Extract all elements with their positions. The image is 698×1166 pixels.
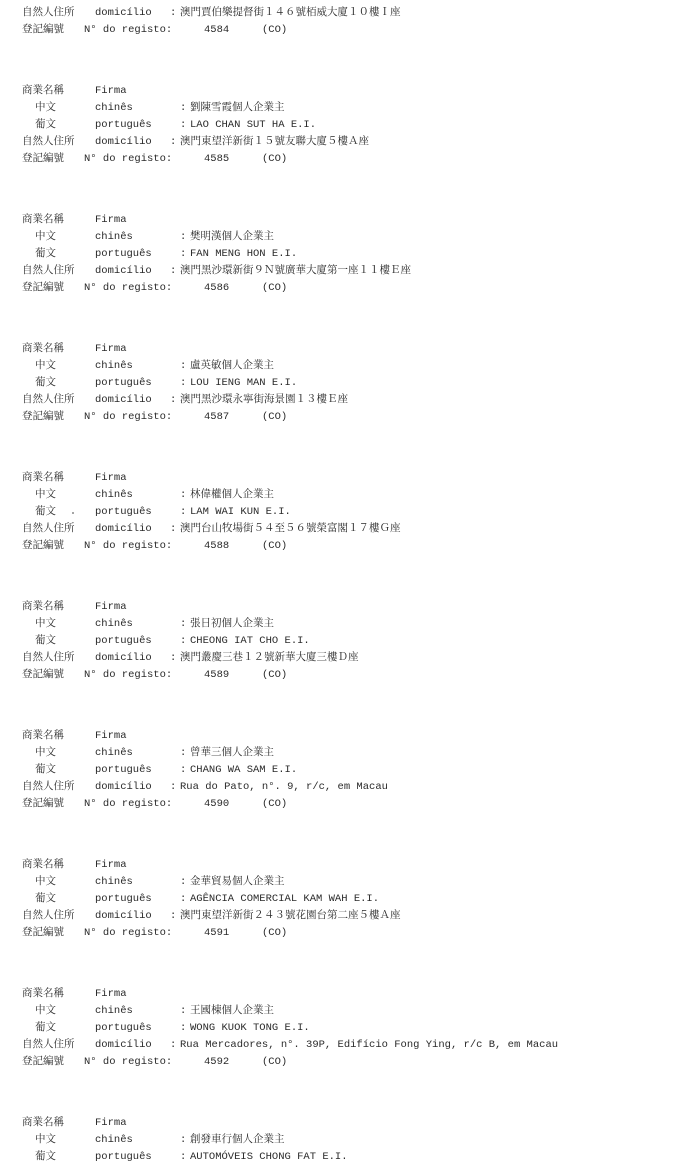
domicilio-label-pt: domicílio [95, 394, 152, 406]
domicilio-value: 澳門賈伯樂提督街１４６號栢威大廈１０樓Ｉ座 [180, 7, 401, 19]
registo-label-pt: N° do registo: [84, 282, 173, 294]
colon: : [180, 747, 187, 759]
firma-row [22, 470, 692, 487]
chines-row [22, 487, 692, 504]
chines-row [22, 745, 692, 762]
chines-name-value: 金華貿易個人企業主 [190, 876, 285, 888]
registry-entries [22, 39, 692, 1166]
portugues-name-value: CHEONG IAT CHO E.I. [190, 635, 310, 647]
chines-label-pt: chinês [95, 360, 133, 372]
registry-entry [22, 728, 692, 813]
registry-entry [22, 1115, 692, 1166]
portugues-label-zh: 葡文 [35, 1151, 56, 1163]
portugues-row [22, 1020, 692, 1037]
colon: : [180, 231, 187, 243]
firma-label-pt: Firma [95, 214, 127, 226]
registo-label-zh: 登記編號 [22, 927, 64, 939]
colon: : [170, 7, 177, 19]
domicilio-label-pt: domicílio [95, 781, 152, 793]
firma-label-zh: 商業名稱 [22, 214, 64, 226]
entry-gap [22, 39, 692, 83]
chines-label-pt: chinês [95, 876, 133, 888]
portugues-label-zh: 葡文 [35, 377, 56, 389]
domicilio-value: Rua do Pato, n°. 9, r/c, em Macau [180, 781, 388, 793]
colon: : [180, 635, 187, 647]
registo-row [22, 280, 692, 297]
chines-label-zh: 中文 [35, 618, 56, 630]
chines-name-value: 劉陳雪霞個人企業主 [190, 102, 285, 114]
colon: : [180, 1022, 187, 1034]
domicilio-label-zh: 自然人住所 [22, 910, 75, 922]
registo-label-pt: N° do registo: [84, 798, 173, 810]
registo-code: (CO) [262, 153, 288, 165]
domicilio-label-pt: domicílio [95, 136, 152, 148]
firma-label-zh: 商業名稱 [22, 988, 64, 1000]
chines-label-zh: 中文 [35, 102, 56, 114]
colon: : [180, 893, 187, 905]
registo-label-pt: N° do registo: [84, 411, 173, 423]
registo-code: (CO) [262, 798, 288, 810]
colon: : [180, 377, 187, 389]
registry-entry [22, 599, 692, 684]
colon: : [180, 1134, 187, 1146]
domicilio-label-zh: 自然人住所 [22, 523, 75, 535]
portugues-label-pt: português [95, 248, 152, 260]
firma-label-zh: 商業名稱 [22, 1117, 64, 1129]
domicilio-row [22, 779, 692, 796]
portugues-row [22, 1149, 692, 1166]
portugues-label-pt: português [95, 119, 152, 131]
portugues-name-value: AGÊNCIA COMERCIAL KAM WAH E.I. [190, 893, 380, 905]
firma-label-zh: 商業名稱 [22, 472, 64, 484]
chines-name-value: 盧英敏個人企業主 [190, 360, 274, 372]
registo-number: 4592 [204, 1056, 230, 1068]
domicilio-row [22, 134, 692, 151]
portugues-name-value: LAO CHAN SUT HA E.I. [190, 119, 317, 131]
portugues-label-zh: 葡文 [35, 506, 56, 518]
domicilio-label-pt: domicílio [95, 652, 152, 664]
chines-label-pt: chinês [95, 1134, 133, 1146]
entry-gap [22, 684, 692, 728]
domicilio-label-zh: 自然人住所 [22, 136, 75, 148]
colon: : [180, 618, 187, 630]
portugues-label-pt: português [95, 1022, 152, 1034]
firma-label-pt: Firma [95, 859, 127, 871]
portugues-label-pt: português [95, 377, 152, 389]
portugues-name-value: AUTOMÓVEIS CHONG FAT E.I. [190, 1151, 348, 1163]
registo-label-zh: 登記編號 [22, 1056, 64, 1068]
registo-code: (CO) [262, 540, 288, 552]
firma-row [22, 341, 692, 358]
chines-label-pt: chinês [95, 1005, 133, 1017]
domicilio-label-pt: domicílio [95, 910, 152, 922]
colon: : [170, 652, 177, 664]
colon: : [180, 1151, 187, 1163]
chines-label-zh: 中文 [35, 1005, 56, 1017]
chines-name-value: 林偉權個人企業主 [190, 489, 274, 501]
firma-label-zh: 商業名稱 [22, 730, 64, 742]
portugues-row [22, 633, 692, 650]
registo-number: 4589 [204, 669, 230, 681]
firma-label-zh: 商業名稱 [22, 859, 64, 871]
registo-label-zh: 登記編號 [22, 669, 64, 681]
chines-name-value: 張日初個人企業主 [190, 618, 274, 630]
firma-label-zh: 商業名稱 [22, 343, 64, 355]
registry-entry [22, 857, 692, 942]
registo-number: 4585 [204, 153, 230, 165]
registo-label-zh: 登記編號 [22, 798, 64, 810]
registry-entry [22, 83, 692, 168]
registo-number: 4591 [204, 927, 230, 939]
chines-row [22, 358, 692, 375]
firma-label-pt: Firma [95, 343, 127, 355]
registry-entry-top [22, 5, 692, 39]
firma-label-pt: Firma [95, 730, 127, 742]
domicilio-value: Rua Mercadores, n°. 39P, Edifício Fong Ying, r/c B, em Macau [180, 1039, 559, 1051]
registo-label-zh: 登記編號 [22, 411, 64, 423]
domicilio-label-zh: 自然人住所 [22, 7, 75, 19]
portugues-label-pt: português [95, 764, 152, 776]
colon: : [180, 102, 187, 114]
chines-row [22, 229, 692, 246]
domicilio-row [22, 650, 692, 667]
portugues-label-pt: português [95, 506, 152, 518]
registo-label-zh: 登記編號 [22, 540, 64, 552]
portugues-label-pt: português [95, 893, 152, 905]
registo-code: (CO) [262, 927, 288, 939]
domicilio-value: 澳門台山牧場街５４至５６號榮富閣１７樓Ｇ座 [180, 523, 401, 535]
registo-code: (CO) [262, 411, 288, 423]
domicilio-label-zh: 自然人住所 [22, 265, 75, 277]
registo-label-pt: N° do registo: [84, 1056, 173, 1068]
scan-speck [72, 512, 74, 514]
registo-label-zh: 登記編號 [22, 153, 64, 165]
chines-label-pt: chinês [95, 102, 133, 114]
registo-label-pt: N° do registo: [84, 153, 173, 165]
chines-row [22, 1132, 692, 1149]
portugues-label-pt: português [95, 1151, 152, 1163]
chines-label-pt: chinês [95, 489, 133, 501]
registo-row [22, 796, 692, 813]
firma-row [22, 728, 692, 745]
domicilio-label-zh: 自然人住所 [22, 781, 75, 793]
portugues-name-value: WONG KUOK TONG E.I. [190, 1022, 310, 1034]
colon: : [170, 265, 177, 277]
domicilio-value: 澳門東望洋新街２４３號花園台第二座５樓Ａ座 [180, 910, 401, 922]
colon: : [180, 360, 187, 372]
firma-label-zh: 商業名稱 [22, 85, 64, 97]
colon: : [170, 910, 177, 922]
chines-label-zh: 中文 [35, 231, 56, 243]
firma-row [22, 212, 692, 229]
domicilio-value: 澳門黑沙環新街９Ｎ號廣華大廈第一座１１樓Ｅ座 [180, 265, 411, 277]
registo-label-zh: 登記編號 [22, 24, 64, 36]
portugues-label-zh: 葡文 [35, 248, 56, 260]
registo-label-pt: N° do registo: [84, 669, 173, 681]
domicilio-label-zh: 自然人住所 [22, 394, 75, 406]
colon: : [180, 1005, 187, 1017]
domicilio-value: 澳門東望洋新街１５號友聯大廈５樓Ａ座 [180, 136, 369, 148]
chines-label-zh: 中文 [35, 1134, 56, 1146]
domicilio-row [22, 908, 692, 925]
chines-name-value: 曾華三個人企業主 [190, 747, 274, 759]
entry-gap [22, 426, 692, 470]
domicilio-label-pt: domicílio [95, 7, 152, 19]
registo-row [22, 151, 692, 168]
firma-label-pt: Firma [95, 988, 127, 1000]
domicilio-row [22, 5, 692, 22]
domicilio-value: 澳門叢慶三巷１２號新華大廈三樓Ｄ座 [180, 652, 359, 664]
domicilio-row [22, 1037, 692, 1054]
portugues-row [22, 504, 692, 521]
domicilio-label-pt: domicílio [95, 265, 152, 277]
chines-label-pt: chinês [95, 747, 133, 759]
registo-row [22, 409, 692, 426]
colon: : [170, 394, 177, 406]
colon: : [170, 136, 177, 148]
registry-entry [22, 341, 692, 426]
portugues-row [22, 375, 692, 392]
portugues-label-pt: português [95, 635, 152, 647]
registo-label-pt: N° do registo: [84, 24, 173, 36]
firma-label-pt: Firma [95, 85, 127, 97]
registo-number: 4588 [204, 540, 230, 552]
firma-row [22, 857, 692, 874]
colon: : [170, 1039, 177, 1051]
registo-row [22, 667, 692, 684]
domicilio-row [22, 392, 692, 409]
chines-row [22, 616, 692, 633]
registry-entry [22, 212, 692, 297]
domicilio-value: 澳門黑沙環永寧街海景園１３樓Ｅ座 [180, 394, 348, 406]
colon: : [180, 876, 187, 888]
chines-label-zh: 中文 [35, 360, 56, 372]
firma-row [22, 599, 692, 616]
portugues-label-zh: 葡文 [35, 119, 56, 131]
chines-name-value: 王國棟個人企業主 [190, 1005, 274, 1017]
firma-row [22, 986, 692, 1003]
colon: : [180, 764, 187, 776]
colon: : [180, 119, 187, 131]
entry-gap [22, 942, 692, 986]
registry-document [22, 5, 692, 1166]
portugues-name-value: LAM WAI KUN E.I. [190, 506, 291, 518]
domicilio-label-zh: 自然人住所 [22, 652, 75, 664]
firma-label-pt: Firma [95, 601, 127, 613]
colon: : [180, 506, 187, 518]
chines-row [22, 1003, 692, 1020]
domicilio-label-zh: 自然人住所 [22, 1039, 75, 1051]
portugues-label-zh: 葡文 [35, 1022, 56, 1034]
portugues-label-zh: 葡文 [35, 764, 56, 776]
entry-gap [22, 168, 692, 212]
registo-code: (CO) [262, 282, 288, 294]
registo-number: 4590 [204, 798, 230, 810]
chines-label-pt: chinês [95, 231, 133, 243]
firma-label-pt: Firma [95, 1117, 127, 1129]
portugues-row [22, 891, 692, 908]
colon: : [180, 248, 187, 260]
colon: : [180, 489, 187, 501]
chines-row [22, 874, 692, 891]
entry-gap [22, 813, 692, 857]
portugues-name-value: LOU IENG MAN E.I. [190, 377, 298, 389]
registo-row [22, 925, 692, 942]
firma-row [22, 1115, 692, 1132]
entry-gap [22, 1071, 692, 1115]
portugues-row [22, 246, 692, 263]
registo-label-zh: 登記編號 [22, 282, 64, 294]
colon: : [170, 781, 177, 793]
registo-code: (CO) [262, 1056, 288, 1068]
firma-label-pt: Firma [95, 472, 127, 484]
registo-label-pt: N° do registo: [84, 927, 173, 939]
registo-row [22, 538, 692, 555]
registry-entry [22, 470, 692, 555]
registo-code: (CO) [262, 24, 288, 36]
chines-label-pt: chinês [95, 618, 133, 630]
portugues-name-value: CHANG WA SAM E.I. [190, 764, 298, 776]
registo-row [22, 22, 692, 39]
registry-entry [22, 986, 692, 1071]
chines-row [22, 100, 692, 117]
chines-name-value: 創發車行個人企業主 [190, 1134, 285, 1146]
domicilio-row [22, 263, 692, 280]
chines-label-zh: 中文 [35, 489, 56, 501]
chines-label-zh: 中文 [35, 747, 56, 759]
portugues-row [22, 762, 692, 779]
domicilio-label-pt: domicílio [95, 523, 152, 535]
portugues-label-zh: 葡文 [35, 635, 56, 647]
chines-label-zh: 中文 [35, 876, 56, 888]
entry-gap [22, 297, 692, 341]
firma-row [22, 83, 692, 100]
portugues-name-value: FAN MENG HON E.I. [190, 248, 298, 260]
registo-number: 4584 [204, 24, 230, 36]
registo-label-pt: N° do registo: [84, 540, 173, 552]
colon: : [170, 523, 177, 535]
registo-number: 4586 [204, 282, 230, 294]
chines-name-value: 樊明漢個人企業主 [190, 231, 274, 243]
firma-label-zh: 商業名稱 [22, 601, 64, 613]
portugues-row [22, 117, 692, 134]
portugues-label-zh: 葡文 [35, 893, 56, 905]
domicilio-label-pt: domicílio [95, 1039, 152, 1051]
entry-gap [22, 555, 692, 599]
domicilio-row [22, 521, 692, 538]
registo-code: (CO) [262, 669, 288, 681]
registo-number: 4587 [204, 411, 230, 423]
